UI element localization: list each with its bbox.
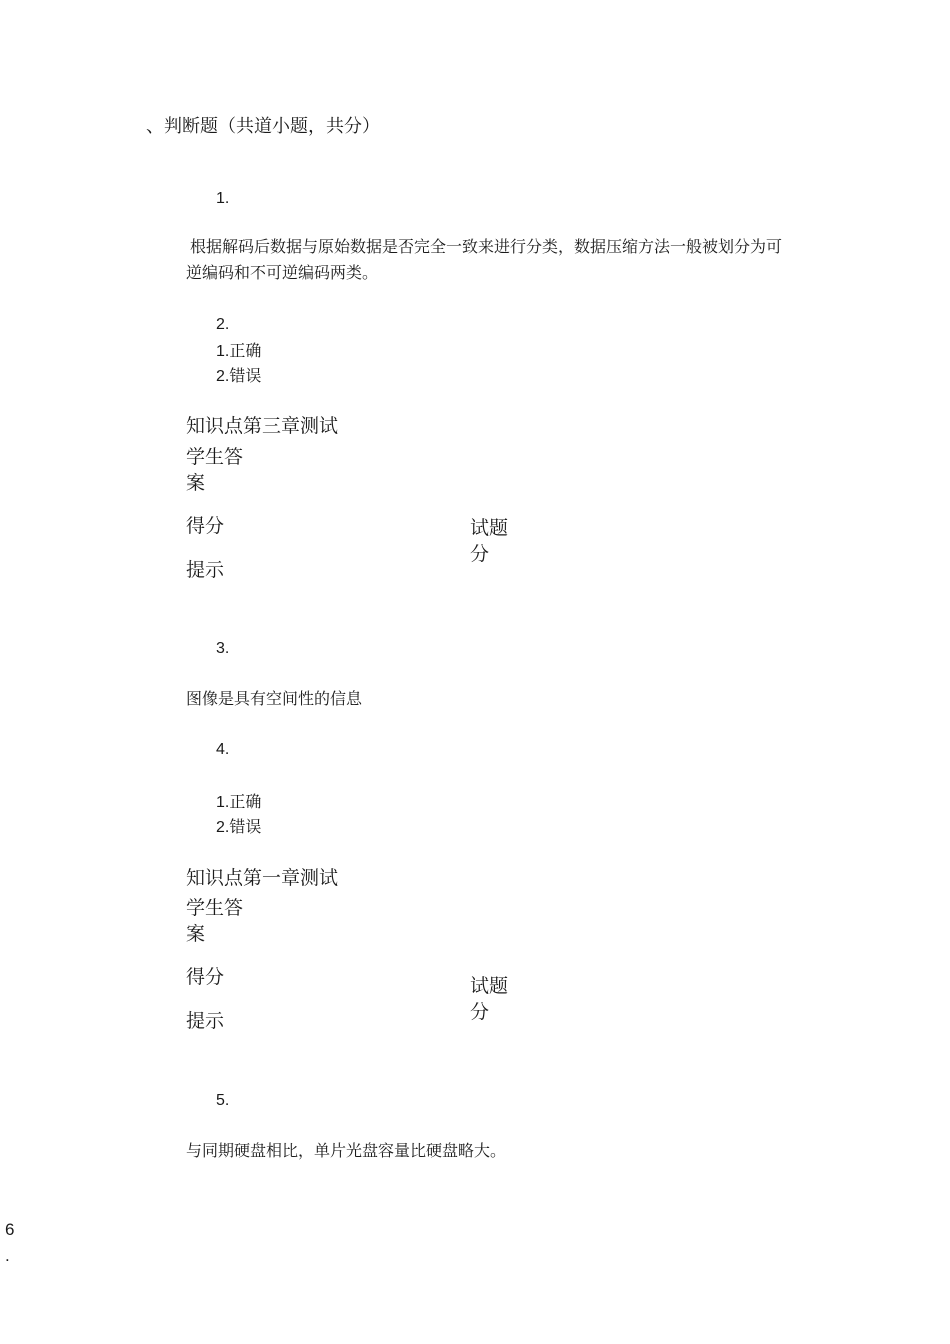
q4-option-correct-label: 正确 — [229, 792, 262, 811]
q4-option-wrong-label: 错误 — [229, 817, 262, 836]
stray-number-six: 6 — [5, 1220, 15, 1239]
q2-question-score-label: 试题分 — [470, 517, 509, 565]
section-title: 、判断题（共道小题，共分） — [146, 116, 380, 137]
q2-hint-label: 提示 — [186, 559, 225, 581]
q4-question-score-label: 试题分 — [470, 975, 509, 1023]
q2-option-correct-num: 1. — [216, 343, 230, 360]
question-5-text: 与同期硬盘相比，单片光盘容量比硬盘略大。 — [186, 1141, 507, 1160]
q2-option-wrong[interactable] — [216, 363, 261, 389]
question-1-number: 1. — [216, 190, 230, 207]
q4-option-correct[interactable] — [216, 789, 261, 815]
q2-option-wrong-label: 错误 — [229, 366, 262, 385]
q4-option-wrong-num: 2. — [216, 819, 230, 836]
q4-score-label: 得分 — [186, 966, 225, 988]
q2-option-correct[interactable] — [216, 338, 261, 364]
q2-knowledge-point: 知识点第三章测试 — [186, 415, 339, 437]
q2-score-label: 得分 — [186, 515, 225, 537]
question-1-text: 根据解码后数据与原始数据是否完全一致来进行分类，数据压缩方法一般被划分为可逆编码和不可逆编码两类。 — [186, 237, 783, 282]
q4-option-wrong[interactable] — [216, 814, 261, 840]
q2-student-answer-label: 学生答案 — [186, 446, 244, 494]
q2-option-correct-label: 正确 — [229, 341, 262, 360]
question-3-text: 图像是具有空间性的信息 — [186, 689, 363, 708]
question-3-number: 3. — [216, 640, 230, 657]
q4-student-answer-label: 学生答案 — [186, 897, 244, 945]
q2-option-wrong-num: 2. — [216, 368, 230, 385]
q4-option-correct-num: 1. — [216, 794, 230, 811]
question-4-number: 4. — [216, 741, 230, 758]
q4-hint-label: 提示 — [186, 1010, 225, 1032]
q4-knowledge-point: 知识点第一章测试 — [186, 867, 339, 889]
stray-number-dot: . — [5, 1246, 10, 1265]
question-2-number: 2. — [216, 316, 230, 333]
question-5-number: 5. — [216, 1092, 230, 1109]
